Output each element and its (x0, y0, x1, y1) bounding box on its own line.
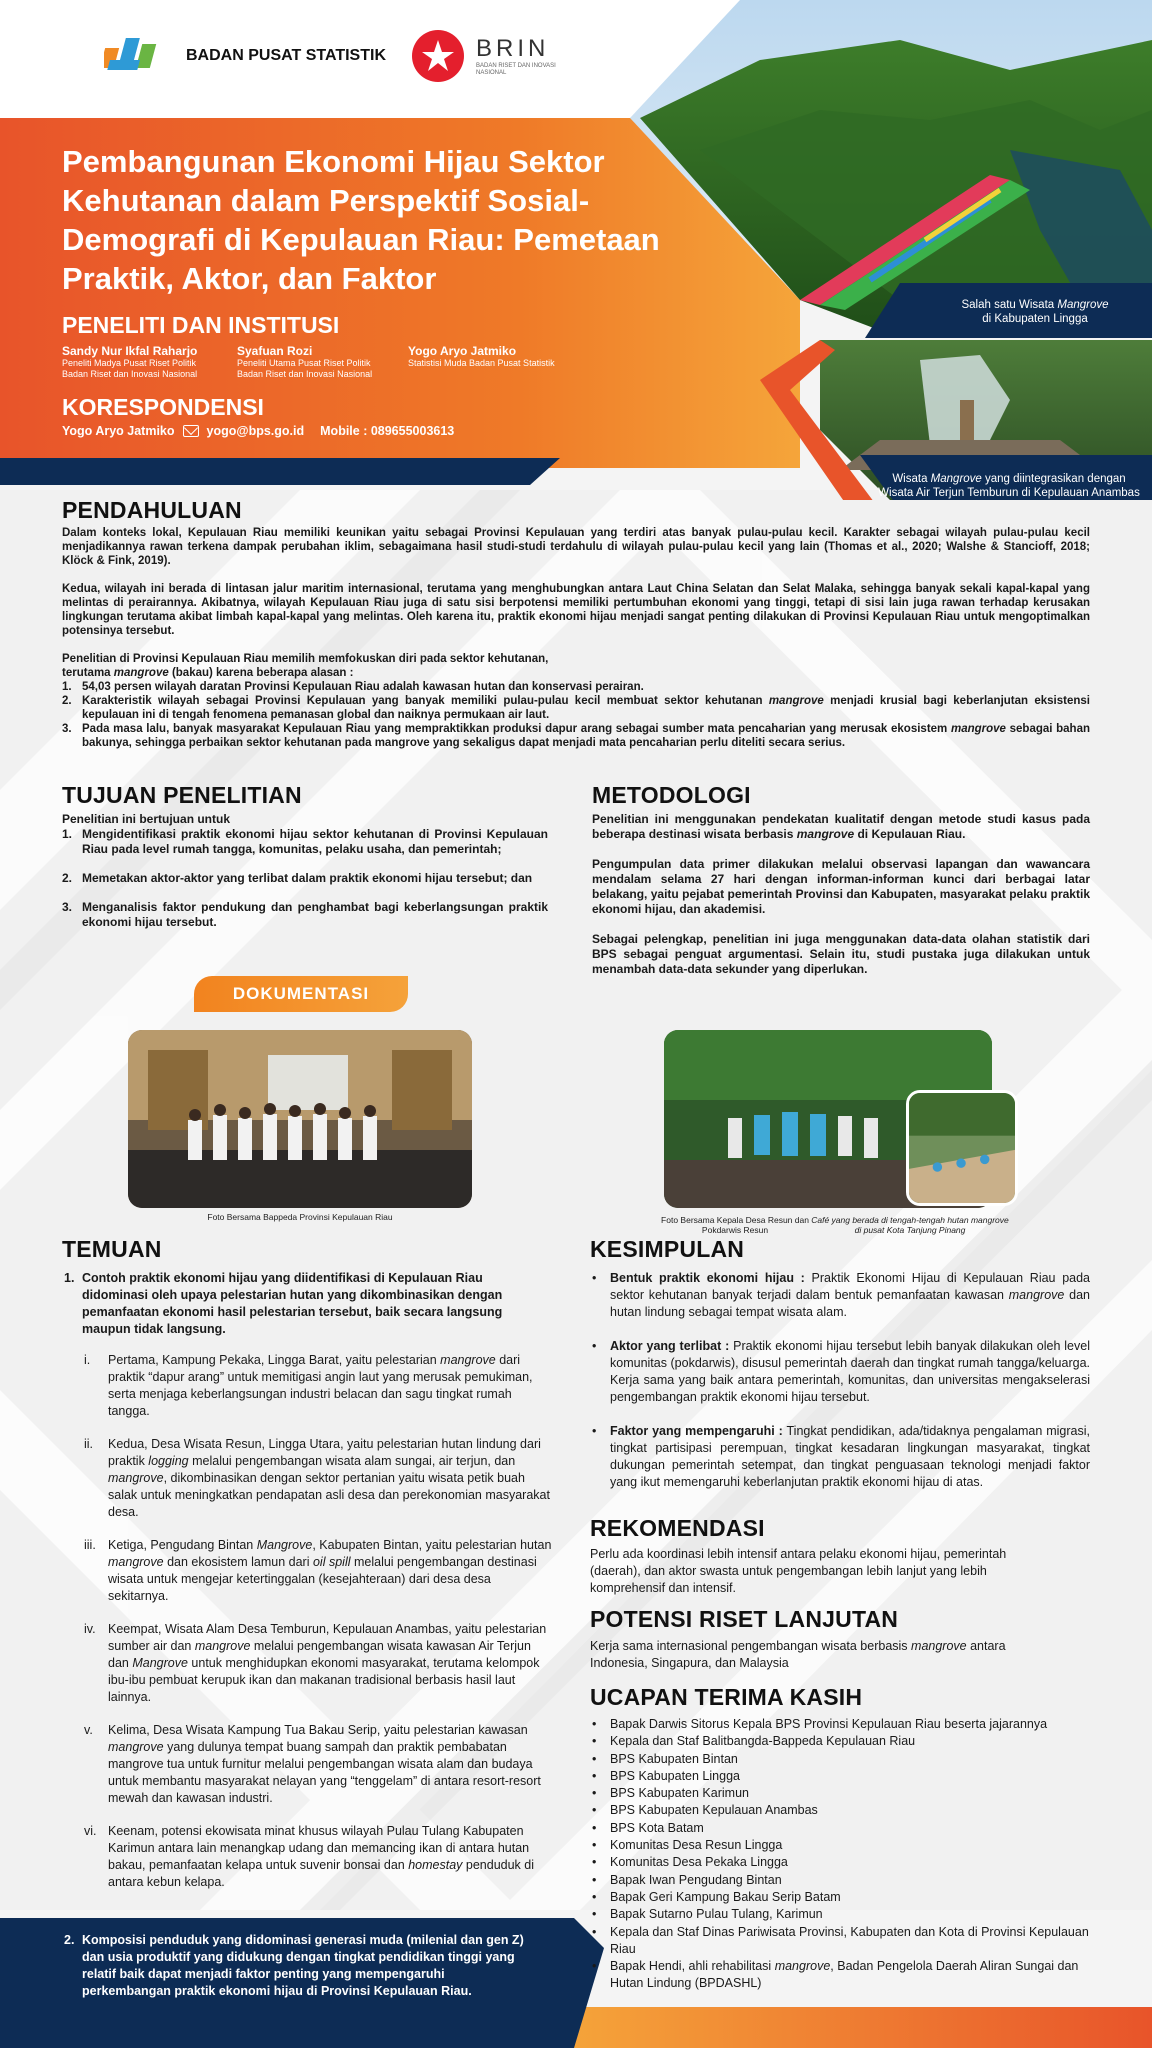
list-num: vi. (84, 1824, 97, 1838)
caption-text: di Kabupaten Lingga (982, 313, 1088, 325)
kesimpulan-section (590, 1270, 1090, 1491)
text-part: menjadi krusial bagi keberlanjutan eksistensi kepulauan ini di tengah fenomena pemanasan global dan naiknya permukaan air laut. (82, 695, 1090, 721)
text-part: Tingkat pendidikan, ada/tidaknya pengalaman migrasi, tingkat partisipasi perempuan, tingkat kesadaran lingkungan masyarakat, tingkat dukungan pemerintah setempat, dan tingkat penguasaan teknologi menjadi faktor yang ikut memengaruhi keberlanjutan praktik ekonomi hijau di atas. (610, 1424, 1090, 1489)
text-part: , Kabupaten Bintan, yaitu pelestarian hutan (312, 1538, 552, 1552)
text-em: mangrove (768, 695, 824, 707)
text-part: Karakteristik wilayah sebagai Provinsi Kepulauan yang banyak memiliki pulau-pulau kecil membuat sektor kehutanan (82, 695, 769, 707)
text-em: mangrove (113, 667, 169, 679)
contact-mobile: Mobile : 089655003613 (320, 424, 455, 438)
researcher-1 (62, 344, 197, 380)
text-part: 54,03 persen wilayah daratan Provinsi Kepulauan Riau adalah kawasan hutan dan konservasi perairan. (82, 681, 644, 693)
subitem (84, 1621, 552, 1706)
photo-bappeda-caption: Foto Bersama Bappeda Provinsi Kepulauan Riau (207, 1212, 393, 1222)
text-part: dan ekosistem lamun dari (163, 1555, 313, 1569)
text-part: dan hutan lindung sebagai tempat wisata alam. (610, 1288, 1090, 1319)
researcher-3 (408, 344, 555, 369)
text-part: Ketiga, Pengudang Bintan (108, 1538, 257, 1552)
list-item (590, 1270, 1090, 1321)
list-num: 2. (64, 1933, 75, 1947)
text-part: Keempat, Wisata Alam Desa Temburun, Kepulauan Anambas, yaitu pelestarian sumber air dan (108, 1622, 547, 1653)
caption-em: Mangrove (1057, 299, 1109, 311)
list-num: iii. (84, 1538, 96, 1552)
text-em: mangrove (911, 1639, 967, 1653)
list-item: • BPS Kota Batam (590, 1820, 1090, 1837)
list-item (62, 680, 1090, 694)
metodologi-heading: METODOLOGI (592, 782, 751, 808)
caption-text: di pusat Kota Tanjung Pinang (854, 1225, 966, 1235)
text-part: melalui pengembangan wisata kawasan Air Terjun dan (108, 1639, 531, 1670)
researchers-heading: PENELITI DAN INSTITUSI (62, 312, 340, 338)
list-item: • Komunitas Desa Pekaka Lingga (590, 1854, 1090, 1871)
text-em: mangrove (774, 1959, 831, 1974)
dokumentasi-banner: DOKUMENTASI (194, 976, 408, 1012)
pendahuluan-list (62, 680, 1090, 750)
text-part: Kerja sama internasional pengembangan wisata berbasis (590, 1639, 912, 1653)
pendahuluan-section (62, 526, 1090, 750)
metodologi-section (592, 812, 1090, 977)
list-num: 1. (62, 681, 72, 693)
text-em: mangrove (1008, 1288, 1065, 1302)
photo-resun-caption: Foto Bersama Kepala Desa Resun dan Pokdarwis Resun (661, 1215, 809, 1235)
subitem (84, 1436, 552, 1521)
ucapan-list (590, 1716, 1090, 1993)
subitem (84, 1537, 552, 1605)
temuan-subitems (62, 1352, 552, 1891)
text-part: yang dulunya tempat buang sampah dan praktik pembabatan mangrove tua untuk furnitur melalui pengembangan wisata alam dan budaya untuk membantu masyarakat nelayan yang “tenggelam” di antara resort-resort mewah dan kawasan industri. (108, 1740, 541, 1805)
text-em: mangrove (796, 827, 855, 841)
contact-email[interactable]: yogo@bps.go.id (206, 424, 305, 438)
potensi-text (590, 1638, 1060, 1672)
list-item (62, 900, 548, 930)
photo-cafe-caption (810, 1215, 1010, 1235)
researcher-2 (237, 344, 372, 380)
metodologi-p1 (592, 812, 1090, 842)
text-part: antara Indonesia, Singapura, dan Malaysia (590, 1639, 1006, 1670)
brin-logo-subtext: BADAN RISET DAN INOVASI NASIONAL (476, 63, 556, 76)
text-part: untuk menghidupkan ekonomi masyarakat, terutama kelompok ibu-ibu pembuat kerupuk ikan dan makanan tradisional berbasis hasil laut lainnya. (108, 1656, 540, 1704)
item-label: Faktor yang mempengaruhi : (610, 1424, 783, 1438)
text-part: melalui pengembangan wisata alam sungai, air terjun, dan (188, 1454, 516, 1468)
subitem (84, 1352, 552, 1420)
ucapan-heading: UCAPAN TERIMA KASIH (590, 1684, 863, 1710)
brin-emblem-icon (410, 28, 466, 84)
rekomendasi-text: Perlu ada koordinasi lebih intensif antara pelaku ekonomi hijau, pemerintah (daerah), dan aktor swasta untuk pengembangan lebih lanjut yang lebih komprehensif dan intensif. (590, 1547, 1007, 1595)
text-em: Mangrove (256, 1538, 313, 1552)
brin-logo (410, 28, 556, 84)
text-part: Pertama, Kampung Pekaka, Lingga Barat, yaitu pelestarian (108, 1353, 441, 1367)
text-em: mangrove (108, 1471, 164, 1485)
rekomendasi-heading: REKOMENDASI (590, 1515, 765, 1541)
researcher-institution: Badan Riset dan Inovasi Nasional (62, 369, 198, 379)
text-part: , dikombinasikan dengan sektor pertanian yaitu wisata petik buah salak untuk meningkatkan pendapatan asli desa dan perekonomian masyarakat desa. (108, 1471, 550, 1519)
list-item: • Bapak Sutarno Pulau Tulang, Karimun (590, 1906, 1090, 1923)
list-item (62, 1932, 532, 2000)
list-item: • Bapak Geri Kampung Bakau Serip Batam (590, 1889, 1090, 1906)
text-part: Bapak Hendi, ahli rehabilitasi (610, 1959, 775, 1974)
text-em: mangrove (440, 1353, 496, 1367)
researcher-role: Statistisi Muda Badan Pusat Statistik (408, 358, 555, 368)
researcher-name: Sandy Nur Ikfal Raharjo (62, 344, 198, 358)
text-part: Pada masa lalu, banyak masyarakat Kepulauan Riau yang mempraktikkan produksi dapur arang sebagai sumber mata pencaharian yang merusak ekosistem (82, 723, 951, 735)
bps-logo-text: BADAN PUSAT STATISTIK (186, 47, 386, 64)
item-label: Bentuk praktik ekonomi hijau : (610, 1271, 805, 1285)
potensi-heading: POTENSI RISET LANJUTAN (590, 1606, 899, 1632)
list-text: Komposisi penduduk yang didominasi generasi muda (milenial dan gen Z) dan usia produktif yang didukung dengan tingkat pendidikan tinggi yang relatif baik dapat menjadi faktor penting yang mempengaruhi perkembangan praktik ekonomi hijau di Provinsi Kepulauan Riau. (82, 1933, 524, 1998)
list-text: Menganalisis faktor pendukung dan penghambat bagi keberlangsungan praktik ekonomi hijau tersebut. (82, 900, 548, 929)
tujuan-section (62, 812, 548, 930)
metodologi-p3: Sebagai pelengkap, penelitian ini juga menggunakan data-data olahan statistik dari BPS sebagai penguat argumentasi. Selain itu, studi pustaka juga dilakukan untuk menambah data-data sekunder yang diperlukan. (592, 932, 1090, 976)
list-item: • Komunitas Desa Resun Lingga (590, 1837, 1090, 1854)
pendahuluan-p2: Kedua, wilayah ini berada di lintasan jalur maritim internasional, terutama yang menghubungkan antara Laut China Selatan dan Selat Malaka, sehingga banyak sekali kapal-kapal yang melintas di perairannya. Akibatnya, wilayah Kepulauan Riau juga di satu sisi berpotensi memiliki pertumbuhan ekonomi yang tinggi, tetapi di sisi lain juga rawan terhadap kerusakan lingkungan terutama akibat limbah kapal-kapal yang melintas. Oleh karena itu, praktik ekonomi hijau menjadi sangat penting dilakukan di Provinsi Kepulauan Riau untuk mengoptimalkan potensinya tersebut. (62, 583, 1090, 637)
list-item (590, 1338, 1090, 1406)
text-em: mangrove (108, 1555, 164, 1569)
list-num: 2. (62, 695, 72, 707)
text-part: Praktik Ekonomi Hijau di Kepulauan Riau pada sektor kehutanan banyak terjadi dalam bentuk pemanfaatan kawasan (610, 1271, 1090, 1302)
list-num: 1. (62, 827, 73, 841)
list-item: • BPS Kabupaten Kepulauan Anambas (590, 1802, 1090, 1819)
contact-line (62, 424, 454, 438)
subitem (84, 1823, 552, 1891)
text-part: terutama (62, 667, 114, 679)
kesimpulan-list (590, 1270, 1090, 1491)
poster-title: Pembangunan Ekonomi Hijau Sektor Kehutanan dalam Perspektif Sosial-Demografi di Kepulauan Riau: Pemetaan Praktik, Aktor, dan Faktor (62, 144, 660, 296)
text-part: dari praktik “dapur arang” untuk memitigasi angin laut yang merusak pemukiman, serta menjaga keberlangsungan industri belacan dan sagu tingkat rumah tangga. (108, 1353, 533, 1418)
tujuan-list (62, 827, 548, 930)
caption-text: Café yang berada di tengah-tengah hutan (811, 1215, 971, 1225)
list-num: i. (84, 1353, 91, 1367)
text-part: Keenam, potensi ekowisata minat khusus wilayah Pulau Tulang Kabupaten Karimun antara lain menangkap udang dan memancing ikan di antara hutan bakau, pemanfaatan kelapa untuk suvenir bonsai dan (108, 1824, 530, 1872)
photo1-caption (930, 298, 1140, 326)
list-item (62, 871, 548, 886)
photo2-caption (868, 472, 1150, 500)
caption-text: Wisata Air Terjun Temburun di Kepulauan Anambas (878, 487, 1140, 499)
researcher-institution: Badan Riset dan Inovasi Nasional (237, 369, 373, 379)
temuan-heading: TEMUAN (62, 1236, 162, 1262)
photo-bappeda (128, 1030, 472, 1208)
text-part: di Kepulauan Riau. (854, 827, 966, 841)
list-num: 2. (62, 871, 73, 885)
list-item (62, 694, 1090, 722)
text-em: homestay (408, 1858, 463, 1872)
text-part: Kelima, Desa Wisata Kampung Tua Bakau Serip, yaitu pelestarian kawasan (108, 1723, 528, 1737)
text-part: , Badan Pengelola Daerah Aliran Sungai dan Hutan Lindung (BPDASHL) (610, 1959, 1079, 1991)
list-item: • Kepala dan Staf Dinas Pariwisata Provinsi, Kabupaten dan Kota di Provinsi Kepulauan Riau (590, 1924, 1090, 1959)
email-icon (183, 425, 199, 437)
kesimpulan-heading: KESIMPULAN (590, 1236, 745, 1262)
item-label: Aktor yang terlibat : (610, 1339, 730, 1353)
list-num: 1. (64, 1271, 75, 1285)
bps-emblem-icon (104, 30, 174, 82)
list-item: • BPS Kabupaten Lingga (590, 1768, 1090, 1785)
list-text: Memetakan aktor-aktor yang terlibat dalam praktik ekonomi hijau tersebut; dan (82, 871, 533, 885)
bps-logo (104, 30, 386, 82)
text-part: Penelitian ini menggunakan pendekatan kualitatif dengan metode studi kasus pada beberapa destinasi wisata berbasis (592, 812, 1090, 841)
list-num: iv. (84, 1622, 96, 1636)
pendahuluan-p3b (62, 666, 1090, 680)
caption-em: mangrove (970, 1215, 1009, 1225)
text-em: mangrove (950, 723, 1006, 735)
pendahuluan-heading: PENDAHULUAN (62, 497, 242, 523)
caption-text: Salah satu Wisata (961, 299, 1058, 311)
ucapan-section (590, 1716, 1090, 1993)
list-num: 3. (62, 900, 73, 914)
list-item (62, 827, 548, 857)
text-part: Praktik ekonomi hijau tersebut lebih banyak dilakukan oleh level komunitas (pokdarwis), disusul pemerintah daerah dan tingkat rumah tangga/keluarga. Kerja sama yang baik antara pemerintah, komunitas, dan universitas mengakselerasi pengembangan praktik ekonomi hijau tersebut. (610, 1339, 1090, 1404)
photo-cafe (906, 1090, 1018, 1206)
list-item (62, 722, 1090, 750)
list-num: 3. (62, 723, 72, 735)
contact-name: Yogo Aryo Jatmiko (62, 424, 175, 438)
list-item (590, 1423, 1090, 1491)
tujuan-heading: TUJUAN PENELITIAN (62, 782, 302, 808)
subitem (84, 1722, 552, 1807)
brin-logo-text: BRIN (476, 35, 550, 62)
list-item: • Bapak Iwan Pengudang Bintan (590, 1872, 1090, 1889)
list-item: • BPS Kabupaten Bintan (590, 1751, 1090, 1768)
list-num: v. (84, 1723, 93, 1737)
caption-text: Wisata (892, 473, 931, 485)
text-em: oil spill (312, 1555, 351, 1569)
text-part: penduduk di antara kebun kelapa. (108, 1858, 535, 1889)
caption-text: yang diintegrasikan dengan (981, 473, 1126, 485)
researcher-name: Syafuan Rozi (237, 344, 313, 358)
text-part: melalui pengembangan destinasi wisata untuk mengejar ketertinggalan (kesejahteraan) dari desa desa sekitarnya. (108, 1555, 537, 1603)
text-em: mangrove (194, 1639, 251, 1653)
list-num: ii. (84, 1437, 94, 1451)
list-item: • Kepala dan Staf Balitbangda-Bappeda Kepulauan Riau (590, 1733, 1090, 1750)
text-em: Mangrove (132, 1656, 188, 1670)
caption-em: Mangrove (930, 473, 982, 485)
temuan-section (62, 1270, 552, 1891)
text-part: Kedua, Desa Wisata Resun, Lingga Utara, yaitu pelestarian hutan lindung dari praktik (108, 1437, 541, 1468)
list-text: Contoh praktik ekonomi hijau yang diidentifikasi di Kepulauan Riau didominasi oleh upaya pelestarian hutan yang dikombinasikan dengan pemanfaatan ekonomi hasil pelestarian tersebut, baik secara langsung maupun tidak langsung. (82, 1271, 503, 1336)
researcher-role: Peneliti Madya Pusat Riset Politik (62, 358, 197, 368)
text-em: mangrove (108, 1740, 164, 1754)
temuan-item-2 (62, 1932, 532, 2000)
list-item (590, 1958, 1090, 1993)
list-item: • Bapak Darwis Sitorus Kepala BPS Provinsi Kepulauan Riau beserta jajarannya (590, 1716, 1090, 1733)
correspondence-heading: KORESPONDENSI (62, 394, 264, 420)
pendahuluan-p3a: Penelitian di Provinsi Kepulauan Riau memilih memfokuskan diri pada sektor kehutanan, (62, 653, 549, 665)
text-em: logging (148, 1454, 189, 1468)
list-text: Mengidentifikasi praktik ekonomi hijau sektor kehutanan di Provinsi Kepulauan Riau pada level rumah tangga, komunitas, pelaku usaha, dan pemerintah; (82, 827, 548, 856)
list-item: • BPS Kabupaten Karimun (590, 1785, 1090, 1802)
text-part: (bakau) karena beberapa alasan : (168, 667, 354, 679)
researcher-name: Yogo Aryo Jatmiko (408, 344, 517, 358)
text-part: sebagai bahan bakunya, sehingga perbaikan sektor kehutanan pada mangrove yang sekaligus dapat menjadi mata pencaharian perlu diteliti secara serius. (82, 723, 1090, 749)
researcher-role: Peneliti Utama Pusat Riset Politik (237, 358, 371, 368)
temuan-item-1 (62, 1270, 552, 1338)
metodologi-p2: Pengumpulan data primer dilakukan melalui observasi lapangan dan wawancara mendalam selama 27 hari dengan informan-informan kunci dari berbagai latar belakang, yaitu pejabat pemerintah Provinsi dan Kabupaten, masyarakat pelaku praktik ekonomi hijau, dan akademisi. (592, 857, 1090, 916)
pendahuluan-p1: Dalam konteks lokal, Kepulauan Riau memiliki keunikan yaitu sebagai Provinsi Kepulauan yang terdiri atas banyak pulau-pulau kecil. Karakter sebagai wilayah pulau-pulau kecil menjadikannya rawan terkena dampak perubahan iklim, sebagaimana hasil studi-studi terdahulu di wilayah pulau-pulau kecil yang lain (Thomas et al., 2020; Walshe & Stancioff, 2018; Klöck & Fink, 2019). (62, 527, 1090, 567)
tujuan-intro: Penelitian ini bertujuan untuk (62, 812, 231, 826)
